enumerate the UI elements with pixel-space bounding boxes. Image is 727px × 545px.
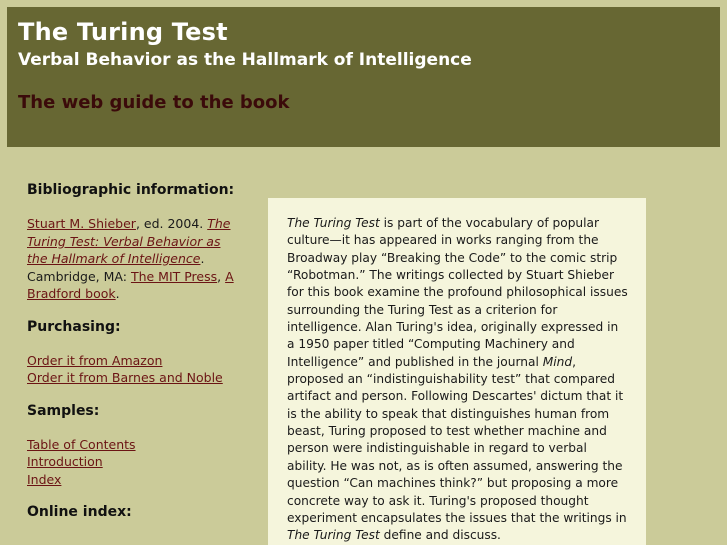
author-link[interactable]: Stuart M. Shieber	[27, 216, 136, 231]
page-subtitle: Verbal Behavior as the Hallmark of Intelligence	[18, 50, 472, 70]
purchasing-section	[27, 317, 237, 387]
page-tagline: The web guide to the book	[18, 92, 290, 113]
purchasing-links	[27, 352, 237, 387]
description-part-1: is part of the vocabulary of popular culture—it has appeared in works ranging from the Broadway play “Breaking the Code” to the comic strip “Robotman.” The writings collected by Stuart Shieber for this book examine the profound philosophical issues surrounding the Turing Test as a criterion for intelligence. Alan Turing's idea, originally expressed in a 1950 paper titled “Computing Machinery and Intelligence” and published in the journal	[287, 216, 628, 369]
biblio-period: .	[115, 286, 120, 301]
biblio-text	[27, 215, 237, 303]
introduction-link[interactable]: Introduction	[27, 454, 103, 469]
biblio-section	[27, 180, 237, 303]
index-link[interactable]: Index	[27, 471, 62, 487]
description-part-2: , proposed an “indistinguishability test” that compared artifact and person. Following Descartes' dictum that it is the ability to speak that distinguishes human from beast, Turing proposed to test whether machine and person were indistinguishable in regard to verbal ability. He was not, as is often assumed, answering the question “Can machines think?” but proposing a more concrete way to ask it. Turing's proposed thought experiment encapsulates the issues that the writings in	[287, 354, 627, 525]
samples-section	[27, 401, 237, 489]
samples-links	[27, 436, 237, 489]
online-index-heading: Online index:	[27, 504, 132, 520]
place-text: . Cambridge, MA:	[27, 251, 205, 284]
journal-title-ital: Mind	[542, 354, 573, 369]
barnes-noble-link[interactable]: Order it from Barnes and Noble	[27, 370, 223, 385]
header-banner	[7, 7, 720, 147]
book-title-ital: The Turing Test	[287, 216, 380, 230]
book-title-link[interactable]: The Turing Test: Verbal Behavior as the Hallmark of Intelligence	[27, 216, 231, 266]
book-title-ital-2: The Turing Test	[287, 528, 380, 543]
samples-heading: Samples:	[27, 402, 100, 419]
purchasing-heading: Purchasing:	[27, 318, 121, 335]
biblio-heading: Bibliographic information:	[27, 182, 235, 198]
book-description-panel	[268, 198, 646, 545]
description-part-3: define and discuss.	[379, 528, 501, 543]
online-index-section	[27, 502, 237, 522]
publisher-link[interactable]: The MIT Press	[130, 268, 218, 284]
publisher-separator: ,	[217, 268, 226, 284]
amazon-link[interactable]: Order it from Amazon	[27, 352, 163, 368]
table-of-contents-link[interactable]: Table of Contents	[27, 436, 136, 452]
book-description	[287, 215, 628, 545]
sidebar	[27, 180, 237, 536]
imprint-link[interactable]: A Bradford book	[27, 268, 234, 301]
page-title: The Turing Test	[18, 18, 228, 46]
author-suffix: , ed. 2004.	[135, 216, 204, 231]
